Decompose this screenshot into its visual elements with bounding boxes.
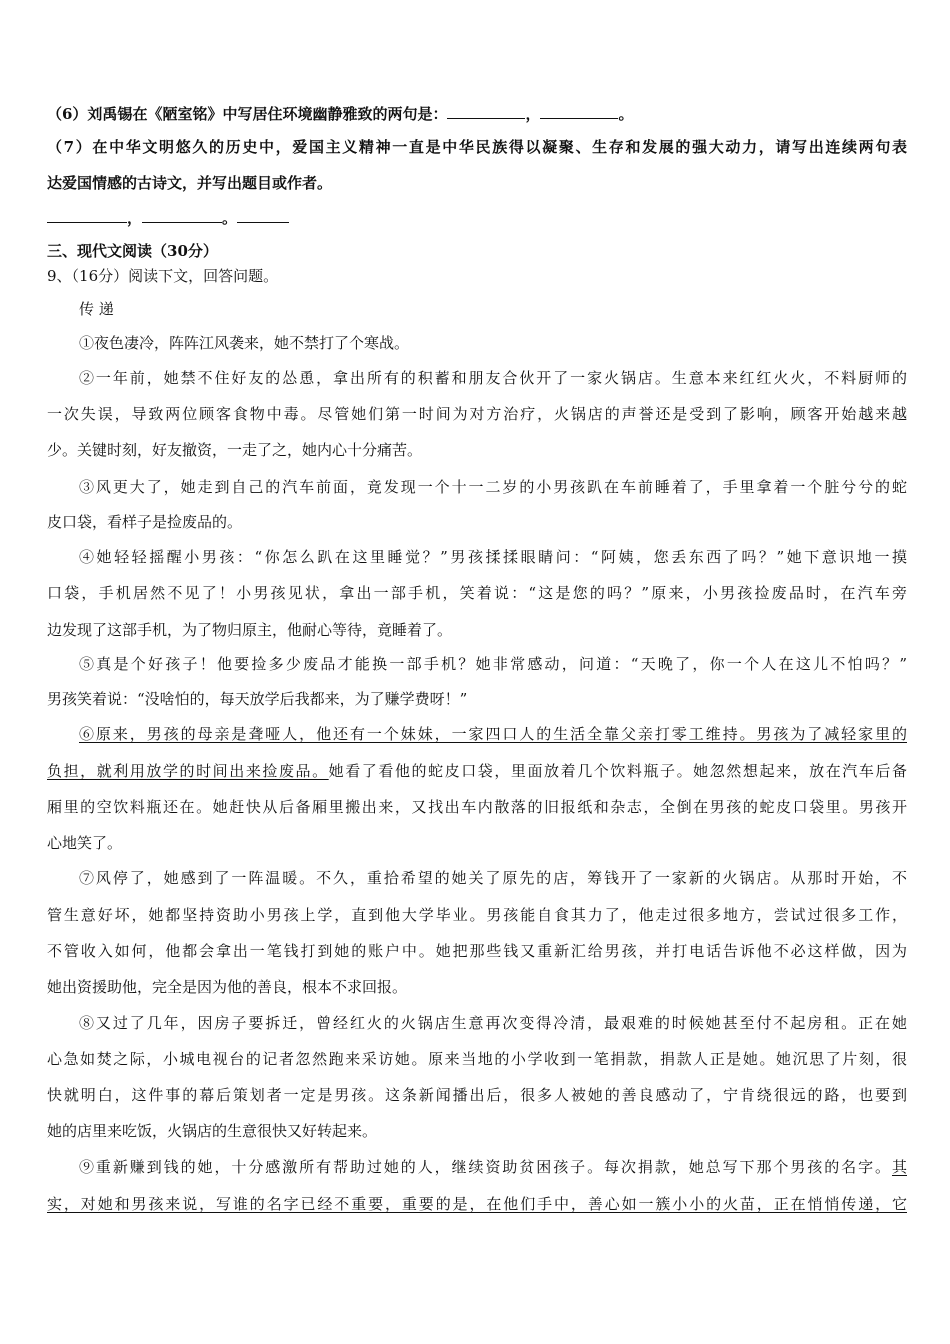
paragraph-1: ①夜色凄冷，阵阵江风袭来，她不禁打了个寒战。	[79, 334, 410, 352]
question-7-line-2: 达爱国情感的古诗文，并写出题目或作者。	[47, 174, 333, 192]
paragraph-6-line: 厢里的空饮料瓶还在。她赶快从后备厢里搬出来，又找出车内散落的旧报纸和杂志，全倒在男孩的蛇皮口袋里。男孩开	[47, 798, 907, 816]
paragraph-4-line: ④她轻轻摇醒小男孩：“你怎么趴在这里睡觉？”男孩揉揉眼睛问：“阿姨，您丢东西了吗？”她下意识地一摸	[79, 548, 907, 566]
section-title: 三、现代文阅读（30分）	[47, 242, 218, 260]
paragraph-2-line: 少。关键时刻，好友撤资，一走了之，她内心十分痛苦。	[47, 441, 423, 459]
answer-blank[interactable]	[47, 208, 127, 223]
underlined-sentence: 负担，就利用放学的时间出来捡废品。	[47, 762, 329, 780]
question-6-text: （6）刘禹锡在《陋室铭》中写居住环境幽静雅致的两句是：	[47, 105, 448, 123]
paragraph-3-line: 皮口袋，看样子是捡废品的。	[47, 513, 243, 531]
paragraph-6-underlined-line: ⑥原来，男孩的母亲是聋哑人，他还有一个妹妹，一家四口人的生活全靠父亲打零工维持。男孩为了减轻家里的	[79, 725, 907, 743]
question-6: （6）刘禹锡在《陋室铭》中写居住环境幽静雅致的两句是： ， 。	[47, 105, 634, 123]
paragraph-2-line: ②一年前，她禁不住好友的怂恿，拿出所有的积蓄和朋友合伙开了一家火锅店。生意本来红红火火，不料厨师的	[79, 369, 907, 387]
question-7-line-1: （7）在中华文明悠久的历史中，爱国主义精神一直是中华民族得以凝聚、生存和发展的强大动力，请写出连续两句表	[47, 138, 907, 156]
underlined-sentence: 其	[891, 1158, 907, 1176]
paragraph-3-line: ③风更大了，她走到自己的汽车前面，竟发现一个十一二岁的小男孩趴在车前睡着了，手里拿着一个脏兮兮的蛇	[79, 478, 907, 496]
story-title: 传 递	[79, 300, 114, 318]
paragraph-5-line: 男孩笑着说：“没啥怕的，每天放学后我都来，为了赚学费呀！”	[47, 690, 468, 708]
answer-blank[interactable]	[142, 208, 222, 223]
paragraph-9-underlined-line: 实，对她和男孩来说，写谁的名字已经不重要，重要的是，在他们手中，善心如一簇小小的火苗，正在悄悄传递，它	[47, 1195, 907, 1213]
paragraph-8-line: 快就明白，这件事的幕后策划者一定是男孩。这条新闻播出后，很多人被她的善良感动了，宁肯绕很远的路，也要到	[47, 1086, 907, 1104]
paragraph-8-line: 她的店里来吃饭，火锅店的生意很快又好转起来。	[47, 1122, 378, 1140]
paragraph-6-line: 负担，就利用放学的时间出来捡废品。她看了看他的蛇皮口袋，里面放着几个饮料瓶子。她忽然想起来，放在汽车后备	[47, 762, 907, 780]
paragraph-8-line: 心急如焚之际，小城电视台的记者忽然跑来采访她。原来当地的小学收到一笔捐款，捐款人正是她。她沉思了片刻，很	[47, 1050, 907, 1068]
paragraph-5-line: ⑤真是个好孩子！他要捡多少废品才能换一部手机？她非常感动，问道：“天晚了，你一个人在这儿不怕吗？”	[79, 655, 907, 673]
paragraph-2-line: 一次失误，导致两位顾客食物中毒。尽管她们第一时间为对方治疗，火锅店的声誉还是受到了影响，顾客开始越来越	[47, 405, 907, 423]
question-7-answer-blanks: ， 。	[47, 207, 907, 229]
paragraph-7-line: 管生意好坏，她都坚持资助小男孩上学，直到他大学毕业。男孩能自食其力了，他走过很多地方，尝试过很多工作，	[47, 906, 907, 924]
answer-blank[interactable]	[447, 104, 525, 119]
paragraph-9-line: ⑨重新赚到钱的她，十分感激所有帮助过她的人，继续资助贫困孩子。每次捐款，她总写下那个男孩的名字。其	[79, 1158, 907, 1176]
paragraph-7-line: 她出资援助他，完全是因为他的善良，根本不求回报。	[47, 978, 408, 996]
paragraph-7-line: ⑦风停了，她感到了一阵温暖。不久，重拾希望的她关了原先的店，筹钱开了一家新的火锅店。从那时开始，不	[79, 869, 907, 887]
paragraph-8-line: ⑧又过了几年，因房子要拆迁，曾经红火的火锅店生意再次变得冷清，最艰难的时候她甚至付不起房租。正在她	[79, 1014, 907, 1032]
answer-blank[interactable]	[237, 208, 289, 223]
paragraph-4-line: 边发现了这部手机，为了物归原主，他耐心等待，竟睡着了。	[47, 621, 453, 639]
question-9-intro: 9、（16分）阅读下文，回答问题。	[47, 267, 279, 285]
answer-blank[interactable]	[540, 104, 618, 119]
paragraph-4-line: 口袋，手机居然不见了！小男孩见状，拿出一部手机，笑着说：“这是您的吗？”原来，小男孩捡废品时，在汽车旁	[47, 584, 907, 602]
paragraph-6-line: 心地笑了。	[47, 834, 123, 852]
paragraph-7-line: 不管收入如何，他都会拿出一笔钱打到她的账户中。她把那些钱又重新汇给男孩，并打电话告诉他不必这样做，因为	[47, 942, 907, 960]
